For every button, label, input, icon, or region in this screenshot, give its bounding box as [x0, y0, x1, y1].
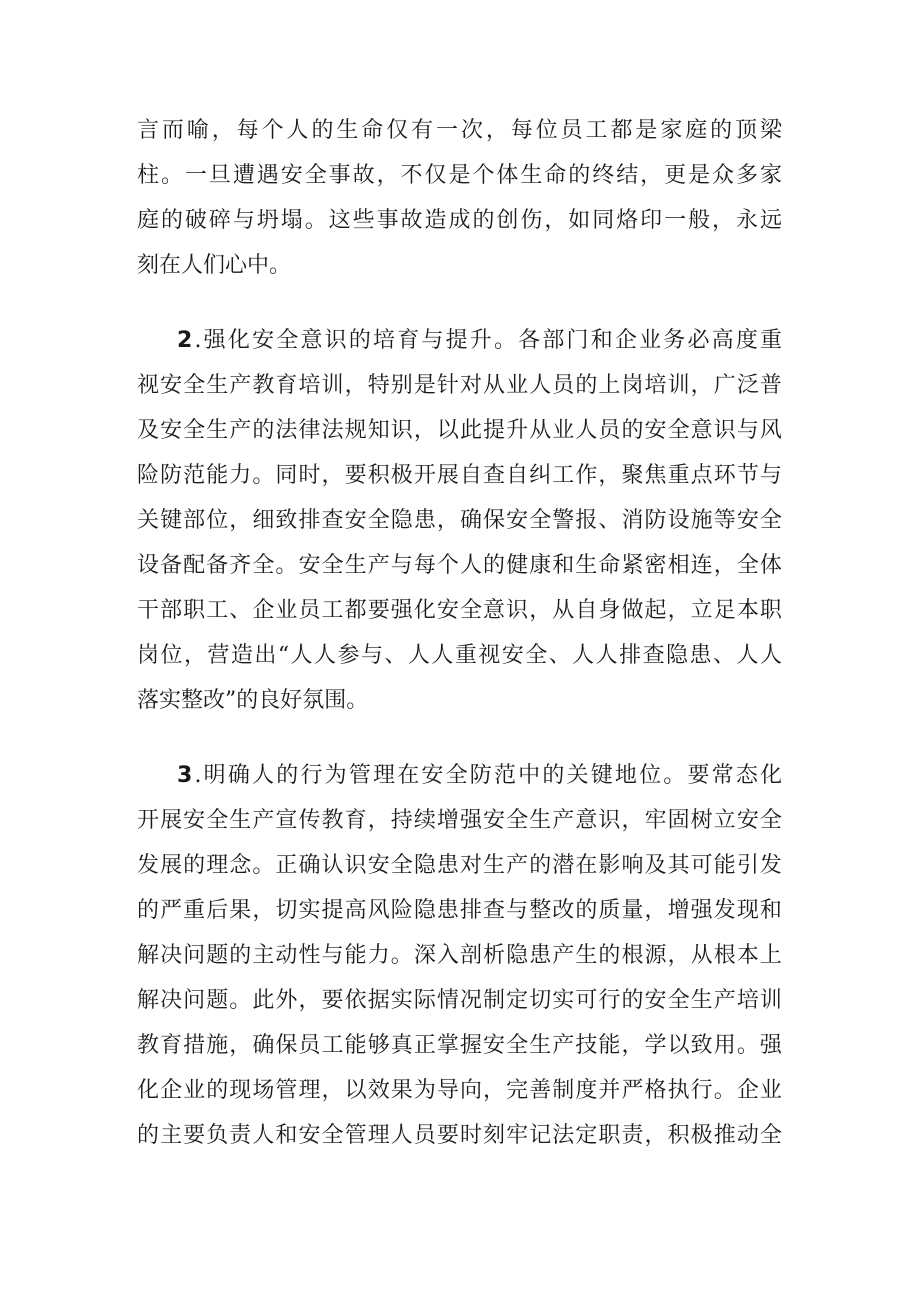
numbered-heading-line [177, 326, 784, 356]
text-line: .强化安全意识的培育与提升。各部门和企业务必高度重 [194, 328, 785, 353]
text-line: 刻在人们心中。 [137, 253, 292, 278]
text-line: 关键部位，细致排查安全隐患，确保安全警报、消防设施等安全 [137, 508, 783, 533]
item-number: 2 [177, 328, 195, 353]
text-line: 视安全生产教育培训，特别是针对从业人员的上岗培训，广泛普 [137, 373, 783, 398]
text-line: 教育措施，确保员工能够真正掌握安全生产技能，学以致用。强 [137, 1033, 783, 1058]
text-line: 险防范能力。同时，要积极开展自查自纠工作，聚焦重点环节与 [137, 463, 783, 488]
text-line: 落实整改”的良好氛围。 [137, 688, 369, 713]
text-line: 及安全生产的法律法规知识，以此提升从业人员的安全意识与风 [137, 418, 783, 443]
text-line: 解决问题的主动性与能力。深入剖析隐患产生的根源，从根本上 [137, 943, 783, 968]
text-line: 开展安全生产宣传教育，持续增强安全生产意识，牢固树立安全 [137, 808, 783, 833]
text-line: .明确人的行为管理在安全防范中的关键地位。要常态化 [194, 763, 785, 788]
text-line: 化企业的现场管理，以效果为导向，完善制度并严格执行。企业 [137, 1078, 783, 1103]
text-line: 解决问题。此外，要依据实际情况制定切实可行的安全生产培训 [137, 988, 783, 1013]
text-line: 言而喻，每个人的生命仅有一次，每位员工都是家庭的顶梁 [137, 118, 785, 143]
text-line: 岗位，营造出“人人参与、人人重视安全、人人排查隐患、人人 [137, 643, 784, 668]
text-line: 干部职工、企业员工都要强化安全意识，从自身做起，立足本职 [137, 598, 783, 623]
text-line: 庭的破碎与坍塌。这些事故造成的创伤，如同烙印一般，永远 [137, 208, 784, 233]
item-number: 3 [177, 763, 195, 788]
text-line: 的主要负责人和安全管理人员要时刻牢记法定职责，积极推动全 [137, 1123, 783, 1148]
text-line: 的严重后果，切实提高风险隐患排查与整改的质量，增强发现和 [137, 898, 783, 923]
text-line: 发展的理念。正确认识安全隐患对生产的潜在影响及其可能引发 [137, 853, 783, 878]
text-line: 柱。一旦遭遇安全事故，不仅是个体生命的终结，更是众多家 [137, 163, 784, 188]
text-line: 设备配备齐全。安全生产与每个人的健康和生命紧密相连，全体 [137, 553, 783, 578]
numbered-heading-line [177, 761, 784, 791]
